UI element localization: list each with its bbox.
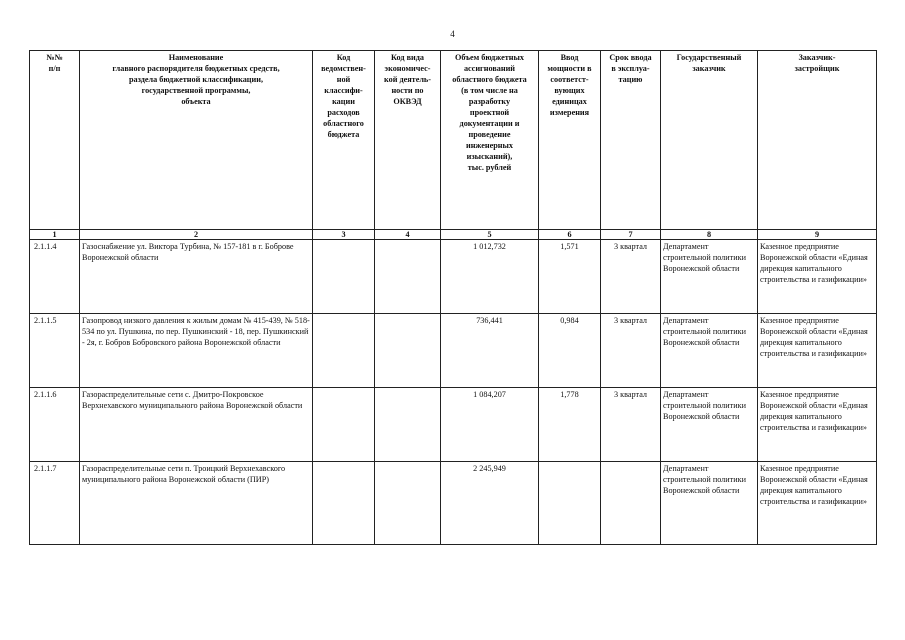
developer-cell: Казенное предприятие Воронежской области «Единая дирекция капитального строительства и газификации»: [758, 314, 877, 388]
table-row: [30, 314, 877, 388]
header-code-vedom: Код ведомствен- ной классифи- кации расходов областного бюджета: [313, 51, 375, 230]
table-row: [30, 388, 877, 462]
developer-cell: Казенное предприятие Воронежской области «Единая дирекция капитального строительства и газификации»: [758, 462, 877, 545]
code-okved-cell: [375, 240, 441, 314]
row-number: 2.1.1.6: [30, 388, 80, 462]
amount-cell: 2 245,949: [441, 462, 539, 545]
header-code-okved: Код вида экономичес- кой деятель- ности по ОКВЭД: [375, 51, 441, 230]
header-row: [30, 51, 877, 230]
column-number: 9: [758, 230, 877, 240]
column-number: 6: [539, 230, 601, 240]
column-number-row: [30, 230, 877, 240]
column-number: 3: [313, 230, 375, 240]
budget-table: [29, 50, 877, 545]
object-name: Газораспределительные сети с. Дмитро-Покровское Верхнехавского муниципального района Воронежской области: [80, 388, 313, 462]
header-term: Срок ввода в эксплуа- тацию: [601, 51, 661, 230]
header-num: №№ п/п: [30, 51, 80, 230]
code-vedom-cell: [313, 240, 375, 314]
row-number: 2.1.1.7: [30, 462, 80, 545]
object-name: Газоснабжение ул. Виктора Турбина, № 157-181 в г. Боброве Воронежской области: [80, 240, 313, 314]
code-okved-cell: [375, 462, 441, 545]
code-vedom-cell: [313, 462, 375, 545]
code-vedom-cell: [313, 388, 375, 462]
column-number: 7: [601, 230, 661, 240]
client-cell: Департамент строительной политики Воронежской области: [661, 314, 758, 388]
header-name: Наименование главного распорядителя бюджетных средств, раздела бюджетной классификации, государственной программы, объекта: [80, 51, 313, 230]
header-client: Государственный заказчик: [661, 51, 758, 230]
code-vedom-cell: [313, 314, 375, 388]
header-capacity: Ввод мощности в соответст- вующих единицах измерения: [539, 51, 601, 230]
row-number: 2.1.1.5: [30, 314, 80, 388]
object-name: Газораспределительные сети п. Троицкий Верхнехавского муниципального района Воронежской области (ПИР): [80, 462, 313, 545]
amount-cell: 1 012,732: [441, 240, 539, 314]
header-amount: Объем бюджетных ассигнований областного бюджета (в том числе на разработку проектной документации и проведение инженерных изысканий), тыс. рублей: [441, 51, 539, 230]
capacity-cell: [539, 462, 601, 545]
developer-cell: Казенное предприятие Воронежской области «Единая дирекция капитального строительства и газификации»: [758, 240, 877, 314]
column-number: 5: [441, 230, 539, 240]
amount-cell: 1 084,207: [441, 388, 539, 462]
column-number: 1: [30, 230, 80, 240]
capacity-cell: 1,778: [539, 388, 601, 462]
amount-cell: 736,441: [441, 314, 539, 388]
row-number: 2.1.1.4: [30, 240, 80, 314]
term-cell: [601, 462, 661, 545]
client-cell: Департамент строительной политики Воронежской области: [661, 388, 758, 462]
object-name: Газопровод низкого давления к жилым домам № 415-439, № 518-534 по ул. Пушкина, по пер. Пушкинский - 18, пер. Пушкинский - 2я, г. Бобров Бобровского района Воронежской области: [80, 314, 313, 388]
client-cell: Департамент строительной политики Воронежской области: [661, 462, 758, 545]
column-number: 2: [80, 230, 313, 240]
term-cell: 3 квартал: [601, 314, 661, 388]
developer-cell: Казенное предприятие Воронежской области «Единая дирекция капитального строительства и газификации»: [758, 388, 877, 462]
capacity-cell: 0,984: [539, 314, 601, 388]
client-cell: Департамент строительной политики Воронежской области: [661, 240, 758, 314]
column-number: 8: [661, 230, 758, 240]
term-cell: 3 квартал: [601, 240, 661, 314]
page-number: 4: [450, 29, 455, 39]
code-okved-cell: [375, 314, 441, 388]
term-cell: 3 квартал: [601, 388, 661, 462]
column-number: 4: [375, 230, 441, 240]
table-row: [30, 462, 877, 545]
capacity-cell: 1,571: [539, 240, 601, 314]
header-developer: Заказчик- застройщик: [758, 51, 877, 230]
table-row: [30, 240, 877, 314]
code-okved-cell: [375, 388, 441, 462]
